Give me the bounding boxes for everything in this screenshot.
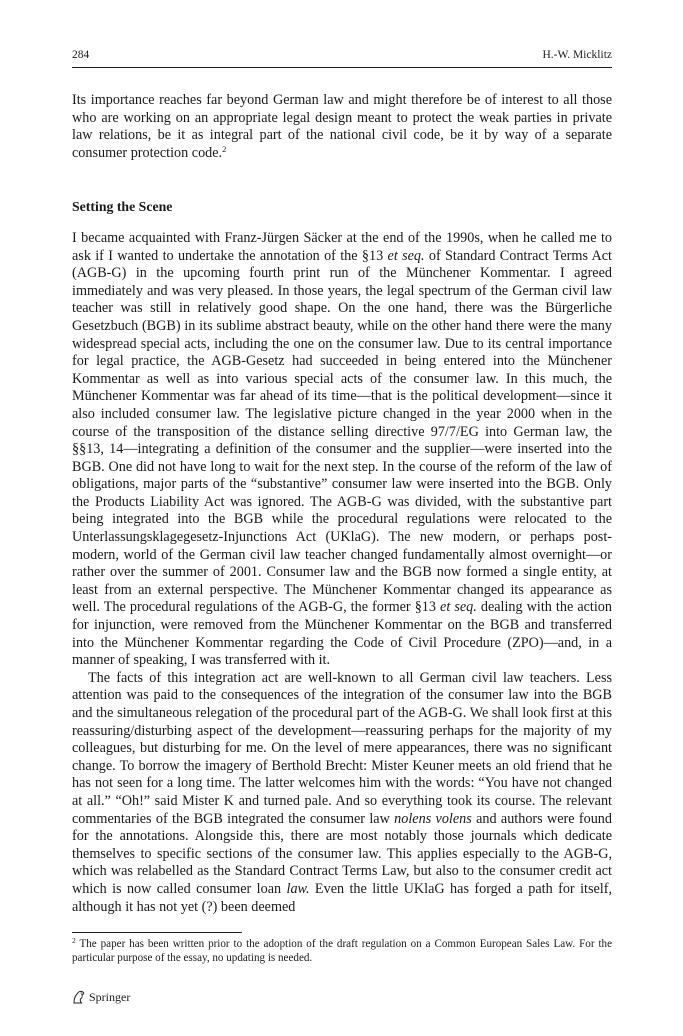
footnote-number: 2: [72, 936, 76, 945]
paragraph-intro: Its importance reaches far beyond German law and might therefore be of interest to all those who are working on an appropriate legal design meant to protect the weak parties in private law relations, be it as integral part of the national civil code, be it by way of a separate consumer protection code.$^2$: [72, 92, 612, 161]
footnote-text: The paper has been written prior to the adoption of the draft regulation on a Common European Sales Law. For the particular purpose of the essay, no updating is needed.: [72, 938, 612, 964]
page-number: 284: [72, 49, 90, 61]
running-header: [72, 49, 612, 68]
section-heading: Setting the Scene: [72, 199, 173, 215]
paragraph-setting: I became acquainted with Franz-Jürgen Säcker at the end of the 1990s, when he called me to ask if I wanted to undertake the annotation of the §13 et seq. of Standard Contract Terms Act (AGB-G) in the upcoming fourth print run of the Münchener Kommentar. I agreed immediately and was very pleased. In those years, the legal spectrum of the German civil law teacher was still in relatively good shape. On the one hand, there was the Bürgerliche Gesetzbuch (BGB) in its sublime abstract beauty, while on the other hand there were the many widespread special acts, including the one on the consumer law. Due to its central importance for legal practice, the AGB-Gesetz had succeeded in being entered into the Münchener Kommentar as well as into various special acts of the consumer law. In this much, the Münchener Kommentar was far ahead of its time—that is the political development—since it also included consumer law. The legislative picture changed in the year 2000 when in the course of the transposition of the distance selling directive 97/7/EG into German law, the §§13, 14—integrating a definition of the consumer and the supplier—were inserted into the BGB. One did not have long to wait for the next step. In the course of the reform of the law of obligations, major parts of the “substantive” consumer law were inserted into the BGB. Only the Products Liability Act was ignored. The AGB-G was divided, with the substantive part being integrated into the BGB while the procedural regulations were relocated to the Unterlassungsklagegesetz-Injunctions Act (UKlaG). The new modern, or perhaps post-modern, world of the German civil law teacher changed fundamentally almost overnight—or rather over the summer of 2001. Consumer law and the BGB now formed a single entity, at least from an external perspective. The Münchener Kommentar changed its appearance as well. The procedural regulations of the AGB-G, the former §13 et seq. dealing with the action for injunction, were removed from the Münchener Kommentar on the BGB and transferred into the Münchener Kommentar regarding the Code of Civil Procedure (ZPO)—and, in a manner of speaking, I was transferred with it.: [72, 229, 612, 669]
publisher-logo: [72, 990, 130, 1005]
footnote: [72, 937, 612, 965]
running-author: H.-W. Micklitz: [542, 49, 612, 61]
footnote-divider: [72, 932, 242, 933]
main-text: [72, 92, 612, 916]
footnote-ref: 2: [222, 143, 227, 154]
footnote-area: [72, 932, 612, 965]
paragraph-integration: The facts of this integration act are well-known to all German civil law teachers. Less attention was paid to the consequences of the integration of the consumer law into the BGB and the simultaneous relegation of the procedural part of the AGB-G. We shall look first at this reassuring/disturbing aspect of the development—reassuring perhaps for the majority of my colleagues, but disturbing for me. On the level of mere appearances, there was no significant change. To borrow the imagery of Berthold Brecht: Mister Keuner meets an old friend that he has not seen for a long time. The latter welcomes him with the words: “You have not changed at all.” “Oh!” said Mister K and turned pale. And so everything took its course. The relevant commentaries of the BGB integrated the consumer law nolens volens and authors were found for the annotations. Alongside this, there are most notably those journals which dedicate themselves to specific sections of the consumer law. This applies especially to the AGB-G, which was relabelled as the Standard Contract Terms Law, but also to the consumer credit act which is now called consumer loan law. Even the little UKlaG has forged a path for itself, although it has not yet (?) been deemed: [72, 669, 612, 915]
publisher-name: Springer: [89, 990, 131, 1004]
springer-horse-icon: [72, 990, 86, 1005]
